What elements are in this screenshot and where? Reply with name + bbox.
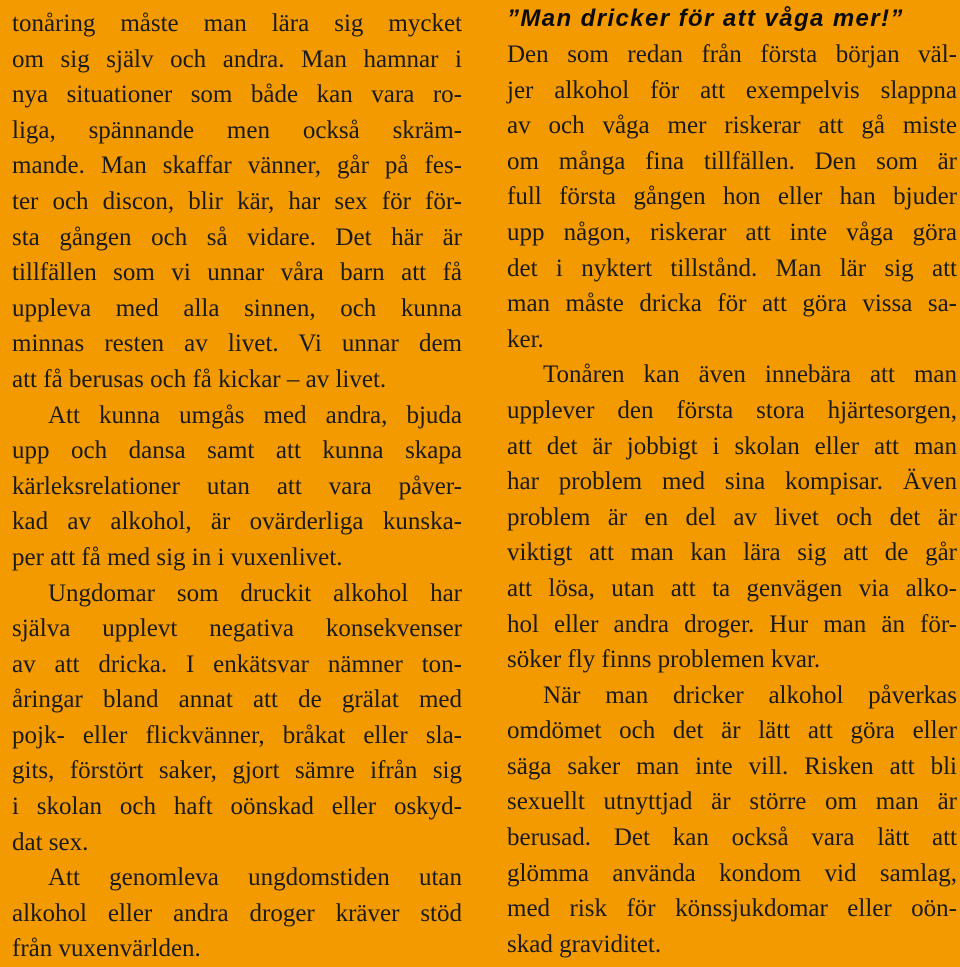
text-line: om många fina tillfällen. Den som är [507, 147, 957, 175]
text-line: om sig själv och andra. Man hamnar i [12, 45, 462, 73]
text-line: Att kunna umgås med andra, bjuda [48, 401, 462, 429]
text-line: med risk för könssjukdomar eller oön- [507, 895, 957, 923]
text-line: per att få med sig in i vuxenlivet. [12, 543, 343, 571]
text-line: av att dricka. I enkätsvar nämner ton- [12, 650, 462, 678]
text-line: kärleksrelationer utan att vara påver- [12, 472, 462, 500]
text-line: att lösa, utan att ta genvägen via alko- [507, 574, 957, 602]
text-line: Att genomleva ungdomstiden utan [48, 864, 462, 892]
text-line: hol eller andra droger. Hur man än för- [507, 610, 957, 638]
text-line: ter och discon, blir kär, har sex för för- [12, 187, 462, 215]
text-line: tillfällen som vi unnar våra barn att få [12, 259, 462, 287]
right-text-column [507, 0, 957, 962]
text-line: själva upplevt negativa konsekvenser [12, 615, 462, 643]
text-line: ker. [507, 325, 544, 353]
text-line: upp någon, riskerar att inte våga göra [507, 218, 957, 246]
text-line: har problem med sina kompisar. Även [507, 468, 957, 496]
text-line: När man dricker alkohol påverkas [543, 681, 957, 709]
text-line: pojk- eller flickvänner, bråkat eller sla- [12, 721, 462, 749]
text-line: uppleva med alla sinnen, och kunna [12, 294, 462, 322]
text-line: att få berusas och få kickar – av livet. [12, 365, 387, 393]
text-line: av och våga mer riskerar att gå miste [507, 112, 957, 140]
text-line: skad graviditet. [507, 930, 662, 958]
text-line: sexuellt utnyttjad är större om man är [507, 788, 957, 816]
text-line: Tonåren kan även innebära att man [543, 361, 957, 389]
text-line: Ungdomar som druckit alkohol har [48, 579, 462, 607]
text-line: åringar bland annat att de grälat med [12, 686, 462, 714]
text-line: mande. Man skaffar vänner, går på fes- [12, 152, 462, 180]
text-line: man måste dricka för att göra vissa sa- [507, 290, 957, 318]
text-line: Den som redan från första början väl- [507, 41, 957, 68]
text-line: problem är en del av livet och det är [507, 503, 957, 531]
text-line: nya situationer som både kan vara ro- [12, 81, 462, 109]
text-line: jer alkohol för att exempelvis slappna [507, 76, 957, 104]
text-line: att det är jobbigt i skolan eller att man [507, 432, 957, 460]
text-line: kad av alkohol, är ovärderliga kunska- [12, 508, 462, 536]
left-text-column [12, 6, 462, 967]
text-line: berusad. Det kan också vara lätt att [507, 824, 957, 852]
text-line: dat sex. [12, 828, 89, 856]
text-line: full första gången hon eller han bjuder [507, 183, 957, 211]
text-line: upplever den första stora hjärtesorgen, [507, 396, 957, 424]
text-line: söker fly finns problemen kvar. [507, 646, 821, 674]
text-line: upp och dansa samt att kunna skapa [12, 437, 462, 465]
text-line: från vuxenvärlden. [12, 935, 201, 963]
text-line: liga, spännande men också skräm- [12, 116, 462, 144]
section-heading: ”Man dricker för att våga mer!” [507, 5, 904, 32]
text-line: det i nyktert tillstånd. Man lär sig att [507, 254, 957, 282]
text-line: minnas resten av livet. Vi unnar dem [12, 330, 462, 358]
text-line: sta gången och så vidare. Det här är [12, 223, 462, 251]
text-line: omdömet och det är lätt att göra eller [507, 717, 957, 745]
text-line: alkohol eller andra droger kräver stöd [12, 899, 462, 927]
text-line: säga saker man inte vill. Risken att bli [507, 752, 957, 780]
text-line: glömma använda kondom vid samlag, [507, 859, 957, 887]
text-line: viktigt att man kan lära sig att de går [507, 539, 957, 567]
text-line: gits, förstört saker, gjort sämre ifrån sig [12, 757, 462, 785]
text-line: i skolan och haft oönskad eller oskyd- [12, 793, 462, 821]
text-line: tonåring måste man lära sig mycket [12, 10, 462, 37]
